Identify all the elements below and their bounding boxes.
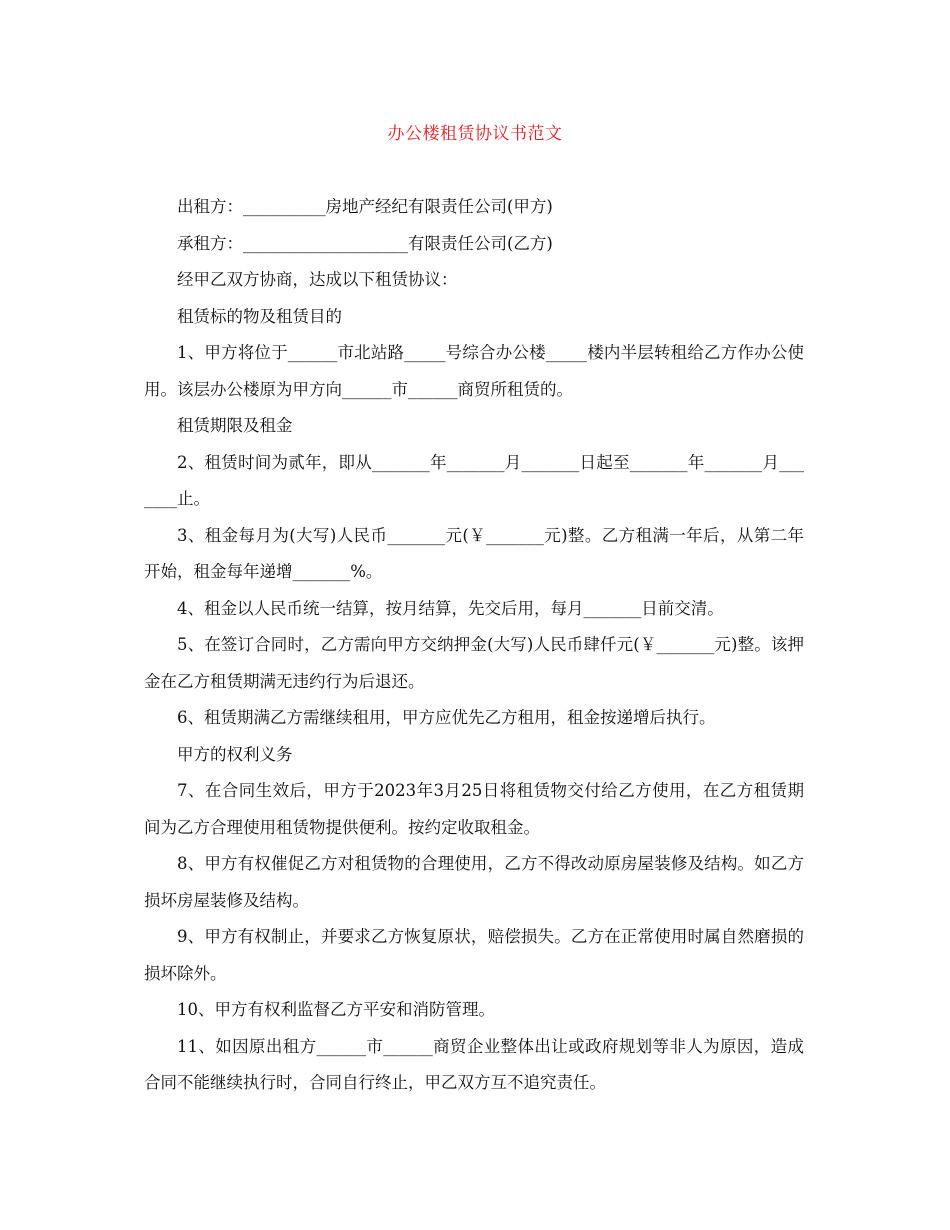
clause-6: 6、租赁期满乙方需继续租用，甲方应优先乙方租用，租金按递增后执行。 (177, 708, 716, 727)
document-title: 办公楼租赁协议书范文 (387, 124, 563, 144)
clause-8: 8、甲方有权催促乙方对租赁物的合理使用，乙方不得改动原房屋装修及结构。如乙方损坏房屋装修及结构。 (144, 854, 804, 910)
clause-7: 7、在合同生效后，甲方于2023年3月25日将租赁物交付给乙方使用，在乙方租赁期间为乙方合理使用租赁物提供便利。按约定收取租金。 (144, 781, 804, 837)
clause-9: 9、甲方有权制止，并要求乙方恢复原状，赔偿损失。乙方在正常使用时属自然磨损的损坏除外。 (144, 927, 804, 983)
clause-11: 11、如因原出租方______市______商贸企业整体出让或政府规划等非人为原因，造成合同不能继续执行时，合同自行终止，甲乙双方互不追究责任。 (144, 1036, 804, 1092)
clause-4: 4、租金以人民币统一结算，按月结算，先交后用，每月_______日前交清。 (177, 598, 724, 618)
section-heading-object-purpose: 租赁标的物及租赁目的 (177, 306, 342, 326)
clause-10: 10、甲方有权利监督乙方平安和消防管理。 (177, 1000, 495, 1019)
lessee-line: 承租方：____________________有限责任公司(乙方) (177, 233, 553, 253)
clause-3: 3、租金每月为(大写)人民币_______元(￥_______元)整。乙方租满一年后，从第二年开始，租金每年递增_______%。 (144, 525, 804, 581)
clause-2: 2、租赁时间为贰年，即从_______年_______月_______日起至_______年_______月_______止。 (144, 452, 804, 508)
section-heading-term-rent: 租赁期限及租金 (177, 416, 293, 435)
clause-1: 1、甲方将位于______市北站路_____号综合办公楼_____楼内半层转租给乙方作办公使用。该层办公楼原为甲方向______市______商贸所租赁的。 (144, 343, 804, 399)
lessor-line: 出租方：__________房地产经纪有限责任公司(甲方) (177, 197, 553, 216)
clause-5: 5、在签订合同时，乙方需向甲方交纳押金(大写)人民币肆仟元(￥_______元)整。该押金在乙方租赁期满无违约行为后退还。 (144, 635, 804, 691)
agreement-intro: 经甲乙双方协商，达成以下租赁协议： (177, 270, 458, 289)
document-body (144, 189, 804, 1102)
section-heading-party-a-rights: 甲方的权利义务 (177, 744, 293, 764)
